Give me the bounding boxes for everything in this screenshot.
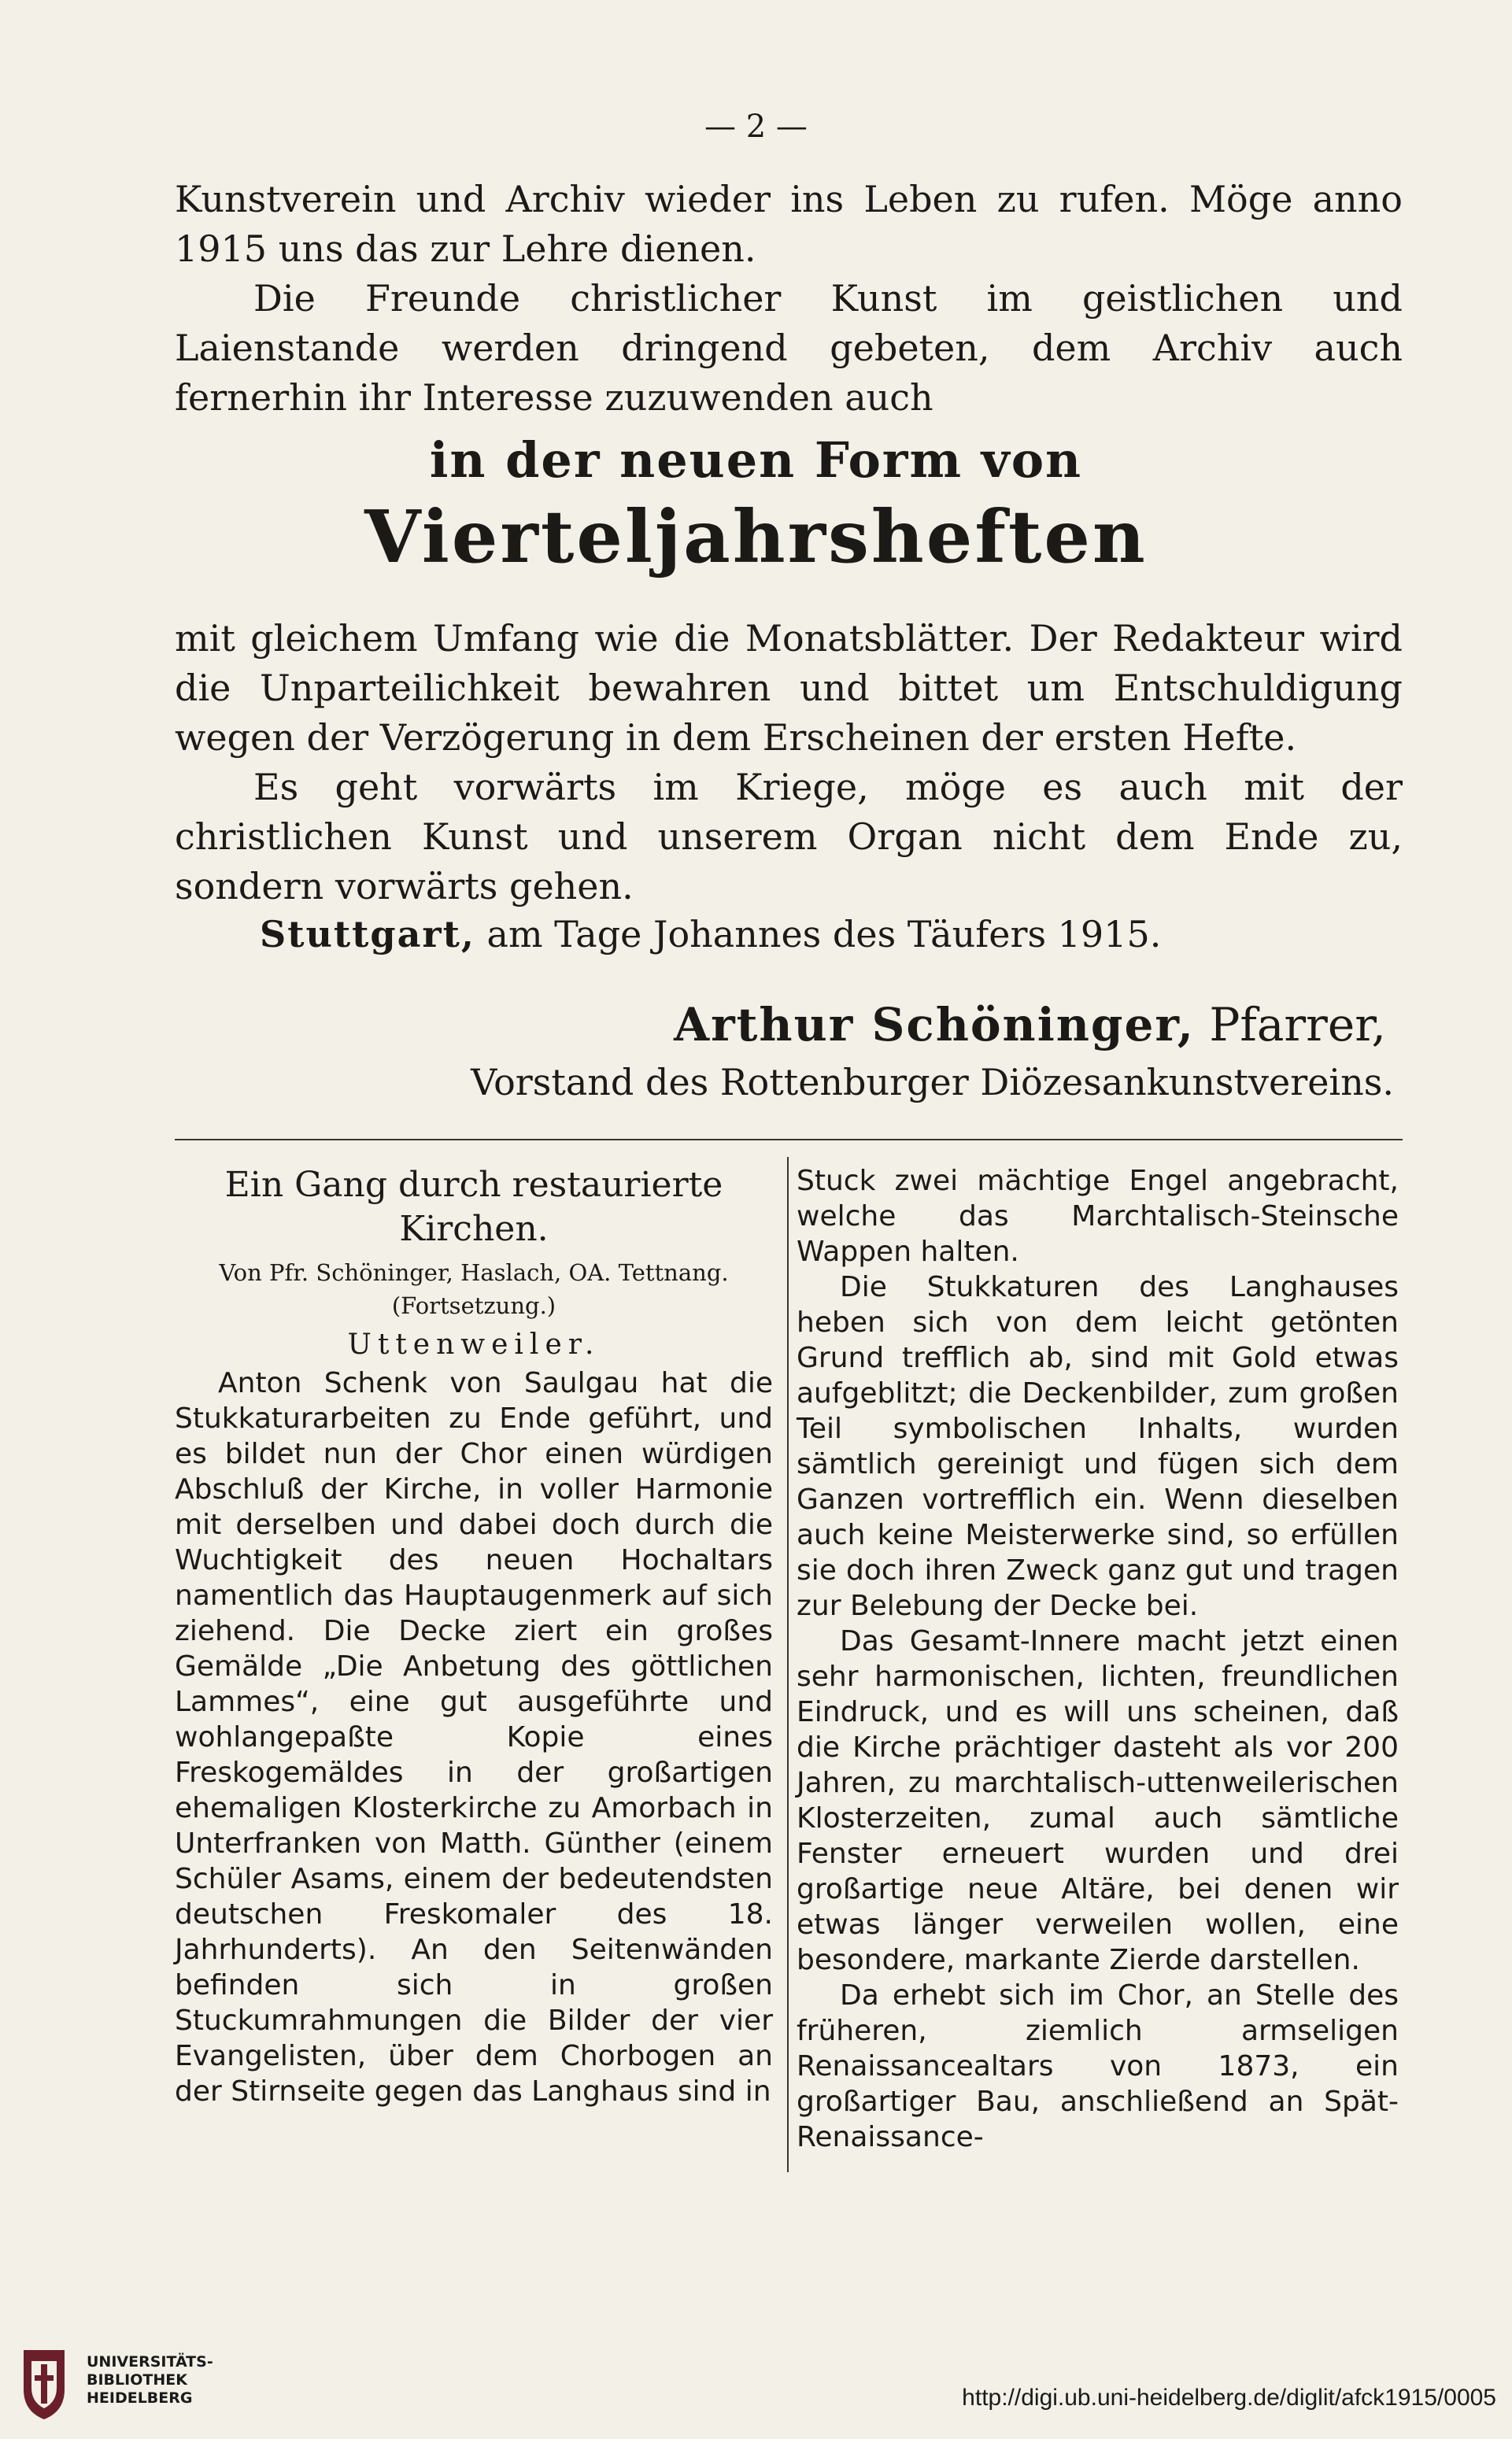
dateline-place: Stuttgart, bbox=[260, 913, 475, 955]
article-title: Ein Gang durch restaurierte Kirchen. bbox=[224, 1165, 723, 1249]
article-place-heading: Uttenweiler. bbox=[347, 1329, 601, 1361]
article-left-column bbox=[175, 1163, 773, 2109]
horizontal-divider bbox=[175, 1139, 1403, 1140]
article-right-column bbox=[797, 1163, 1399, 2155]
signature bbox=[674, 998, 1386, 1051]
signature-title: Pfarrer, bbox=[1209, 998, 1386, 1051]
footer-bar bbox=[0, 2328, 1512, 2439]
dateline-rest: am Tage Johannes des Täufers 1915. bbox=[486, 913, 1162, 955]
body-paragraph: Es geht vorwärts im Kriege, möge es auch mit der christlichen Kunst und unserem Organ nicht dem Ende zu, sondern vorwärts gehen. bbox=[175, 766, 1403, 907]
source-url: http://digi.ub.uni-heidelberg.de/diglit/afck1915/0005 bbox=[962, 2385, 1496, 2411]
signature-name: Arthur Schöninger, bbox=[674, 998, 1195, 1051]
dateline bbox=[260, 913, 1161, 955]
intro-paragraph: Die Freunde christlicher Kunst im geistlichen und Laienstande werden dringend gebeten, dem Archiv auch fernerhin ihr Interesse zuzuwenden auch bbox=[175, 277, 1403, 419]
article-paragraph: Die Stukkaturen des Langhauses heben sich von dem leicht getönten Grund trefflich ab, sind mit Gold etwas aufgeblitzt; die Deckenbilder, zum großen Teil symbolischen Inhalts, wurden sämtlich gereinigt und fügen sich dem Ganzen vortrefflich ein. Wenn dieselben auch keine Meisterwerke sind, so erfüllen sie doch ihren Zweck ganz gut und tragen zur Belebung der Decke bei. bbox=[797, 1271, 1399, 1622]
body-paragraph: mit gleichem Umfang wie die Monatsblätter. Der Redakteur wird die Unparteilichkeit bewahren und bittet um Entschuldigung wegen der Verzögerung in dem Erscheinen der ersten Hefte. bbox=[175, 617, 1403, 759]
article-paragraph: Das Gesamt-Innere macht jetzt einen sehr harmonischen, lichten, freundlichen Eindruck, und es will uns scheinen, daß die Kirche prächtiger dasteht als vor 200 Jahren, zu marchtalisch-uttenweilerischen Klosterzeiten, zumal auch sämtliche Fenster erneuert wurden und drei großartige neue Altäre, bei denen wir etwas länger verweilen wollen, eine besondere, markante Zierde darstellen. bbox=[797, 1625, 1399, 1976]
headline-line-2: Vierteljahrsheften bbox=[364, 494, 1148, 579]
library-name: UNIVERSITÄTS- BIBLIOTHEK HEIDELBERG bbox=[87, 2353, 213, 2407]
intro-text bbox=[175, 175, 1403, 423]
page-number: — 2 — bbox=[704, 109, 808, 145]
headline-line-1: in der neuen Form von bbox=[429, 431, 1083, 489]
article-paragraph: Anton Schenk von Saulgau hat die Stukkaturarbeiten zu Ende geführt, und es bildet nun der Chor einen würdigen Abschluß der Kirche, in voller Harmonie mit derselben und dabei doch durch die Wuchtigkeit des neuen Hochaltars namentlich das Hauptaugenmerk auf sich ziehend. Die Decke ziert ein großes Gemälde „Die Anbetung des göttlichen Lammes“, eine gut ausgeführte und wohlangepaßte Kopie eines Freskogemäldes in der großartigen ehemaligen Klosterkirche zu Amorbach in Unterfranken von Matth. Günther (einem Schüler Asams, einem der bedeutendsten deutschen Freskomaler des 18. Jahrhunderts). An den Seitenwänden befinden sich in großen Stuckumrahmungen die Bilder der vier Evangelisten, über dem Chorbogen an der Stirnseite gegen das Langhaus sind in bbox=[175, 1367, 773, 2108]
article-paragraph: Stuck zwei mächtige Engel angebracht, welche das Marchtalisch-Steinsche Wappen halten. bbox=[797, 1165, 1399, 1268]
article-continuation: (Fortsetzung.) bbox=[391, 1292, 556, 1319]
article-byline: Von Pfr. Schöninger, Haslach, OA. Tettnang. bbox=[219, 1259, 729, 1286]
article-paragraph: Da erhebt sich im Chor, an Stelle des früheren, ziemlich armseligen Renaissancealtars von 1873, ein großartiger Bau, anschließend an Spät-Renaissance- bbox=[797, 1979, 1399, 2153]
intro-paragraph: Kunstverein und Archiv wieder ins Leben zu rufen. Möge anno 1915 uns das zur Lehre dienen. bbox=[175, 178, 1403, 270]
signature-office: Vorstand des Rottenburger Diözesankunstvereins. bbox=[471, 1061, 1394, 1103]
column-divider bbox=[787, 1157, 789, 2172]
library-seal-icon bbox=[16, 2344, 72, 2422]
body-text bbox=[175, 614, 1403, 911]
